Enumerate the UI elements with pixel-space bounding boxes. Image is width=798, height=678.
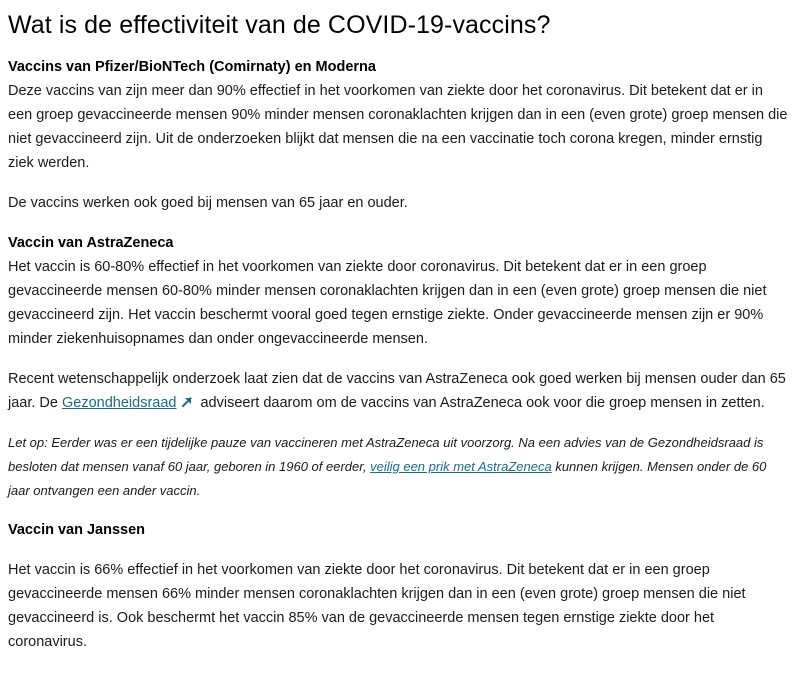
astrazeneca-effectiveness-paragraph: Het vaccin is 60-80% effectief in het voorkomen van ziekte door coronavirus. Dit betekent dat er in een groep gevaccineerde mensen 60-80% minder mensen coronaklachten krijgen dan in een (even grote) groep mensen die niet gevaccineerd zijn. Het vaccin beschermt vooral goed tegen ernstige ziekte. Onder gevaccineerde mensen zijn er 90% minder ziekenhuisopnames dan onder ongevaccineerde mensen. xyxy=(8,259,767,347)
janssen-effectiveness-paragraph: Het vaccin is 66% effectief in het voorkomen van ziekte door het coronavirus. Dit betekent dat er in een groep gevaccineerde mensen 66% minder mensen coronaklachten krijgen dan in een (even grote) groep mensen die niet gevaccineerd is. Ook beschermt het vaccin 85% van de gevaccineerde mensen tegen ernstige ziekte door het coronavirus. xyxy=(8,562,746,650)
recent-text-after-link: adviseert daarom om de vaccins van AstraZeneca ook voor die groep mensen in zetten. xyxy=(200,395,765,411)
astrazeneca-recent-research-paragraph xyxy=(8,367,790,415)
recent-text-before-link: Recent wetenschappelijk onderzoek laat zien dat de vaccins van AstraZeneca ook goed werken bij mensen ouder dan 65 jaar. De xyxy=(8,371,786,411)
section-heading-astrazeneca: Vaccin van AstraZeneca xyxy=(8,235,174,251)
note-text-before-link: Let op: Eerder was er een tijdelijke pauze van vaccineren met AstraZeneca uit voorzorg. Na een advies van de Gezondheidsraad is besloten dat mensen vanaf 60 jaar, geboren in 1960 of eerder, xyxy=(8,435,764,474)
gezondheidsraad-link[interactable]: Gezondheidsraad xyxy=(62,395,177,411)
note-text-after-link: kunnen krijgen. Mensen onder de 60 jaar ontvangen een ander vaccin. xyxy=(8,459,767,498)
pfizer-elderly-paragraph: De vaccins werken ook goed bij mensen van 65 jaar en ouder. xyxy=(8,195,408,211)
page-title: Wat is de effectiviteit van de COVID-19-vaccins? xyxy=(8,11,551,39)
section-heading-janssen: Vaccin van Janssen xyxy=(8,522,146,538)
astrazeneca-note-paragraph xyxy=(8,431,790,503)
section-janssen xyxy=(8,518,790,654)
external-link-arrow-icon[interactable] xyxy=(181,396,193,408)
section-heading-pfizer-moderna: Vaccins van Pfizer/BioNTech (Comirnaty) en Moderna xyxy=(8,59,376,75)
section-astrazeneca xyxy=(8,231,790,503)
veilig-prik-astrazeneca-link[interactable]: veilig een prik met AstraZeneca xyxy=(370,459,552,474)
section-pfizer-moderna xyxy=(8,55,790,215)
pfizer-effectiveness-paragraph: Deze vaccins van zijn meer dan 90% effectief in het voorkomen van ziekte door het coronavirus. Dit betekent dat er in een groep gevaccineerde mensen 90% minder mensen coronaklachten krijgen dan in een (even grote) groep mensen die niet gevaccineerd zijn. Uit de onderzoeken blijkt dat mensen die na een vaccinatie toch corona kregen, minder ernstig ziek werden. xyxy=(8,83,788,171)
